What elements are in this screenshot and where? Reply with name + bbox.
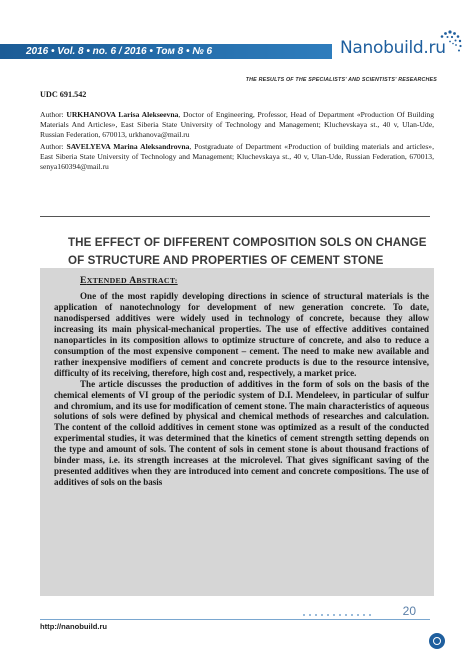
author-block <box>40 110 434 173</box>
abstract-paragraph: The article discusses the production of additives in the form of sols on the basis of the chemical elements of VI group of the periodic system of D.I. Mendeleev, in particular of sulfur and chromium, and its use for modification of cement stone. The main characteristics of aqueous solutions of sols were defined by physical and chemical methods of researches and calculation. The content of the colloid additives in cement stone was optimized as a result of the conducted experimental studies, it was determined that the kinetics of cement strength setting depends on the type and amount of sols. The content of sols in cement stone is about thousand fractions of binder mass, i.e. its strength increases at the microlevel. That gives significant saving of the presented additives when they are introduced into cement and concrete compositions. The use of additives of sols on the basis <box>54 378 429 488</box>
abstract-heading-rest: XTENDED <box>86 276 130 285</box>
abstract-heading <box>80 275 178 286</box>
abstract-heading-initial: A <box>129 275 137 286</box>
author-prefix: Author: <box>40 110 67 119</box>
author-name: URKHANOVA Larisa Alekseevna <box>66 110 179 119</box>
udc-code: UDC 691.542 <box>40 90 87 99</box>
journal-tagline: THE RESULTS OF THE SPECIALISTS' AND SCIENTISTS' RESEARCHES <box>245 77 437 83</box>
article-title: THE EFFECT OF DIFFERENT COMPOSITION SOLS ON CHANGE OF STRUCTURE AND PROPERTIES OF CEMENT STONE <box>68 236 427 267</box>
author-prefix: Author: <box>40 141 67 151</box>
nanobuild-logo-icon <box>435 28 465 58</box>
divider <box>40 216 430 217</box>
footer-link[interactable]: http://nanobuild.ru <box>40 622 108 631</box>
author-name: SAVELYEVA Marina Aleksandrovna <box>66 141 190 151</box>
abstract-heading-initial: E <box>80 275 87 286</box>
abstract-heading-rest: BSTRACT: <box>136 276 178 285</box>
author-details: , Doctor of Engineering, Professor, Head of Department «Production Of Building Materials And Articles», East Siberia State University of Technology and Management; Kluchevskaya st., 40 v, Ulan-Ude, Russian Federation, 670013, urkhanova@mail.ru <box>40 110 434 140</box>
author-entry <box>40 110 434 141</box>
dotted-ornament-icon <box>300 612 440 618</box>
author-entry <box>40 142 434 173</box>
logo-text: Nanobuild.ru <box>340 38 446 58</box>
abstract-paragraph: One of the most rapidly developing directions in science of structural materials is the application of nanotechnology for development of new generation concrete. To date, nanodispersed additives were widely used in technology of concrete, because they allow increasing its main physical-mechanical properties. The use of effective additives contained nanoparticles in its composition allows to optimize structure of concrete, and also to reduce a consumption of the most expensive component – cement. The need to make new available and rather inexpensive modifiers of cement and concrete products is due to the resource intensive, difficulty of its receiving, therefore, high cost and, respectively, a market price. <box>54 291 429 378</box>
footer-rule <box>40 619 430 620</box>
issue-info: 2016 • Vol. 8 • no. 6 / 2016 • Том 8 • № 6 <box>26 46 213 57</box>
author-details: , Postgraduate of Department «Production of building materials and articles», East Siberia State University of Technology and Management; Kluchevskaya st., 40 v, Ulan-Ude, Russian Federation, 670013, senya160394@mail.ru <box>40 141 434 172</box>
page-number: 20 <box>402 604 416 618</box>
journal-emblem-icon <box>429 633 445 649</box>
abstract-body <box>54 291 429 488</box>
